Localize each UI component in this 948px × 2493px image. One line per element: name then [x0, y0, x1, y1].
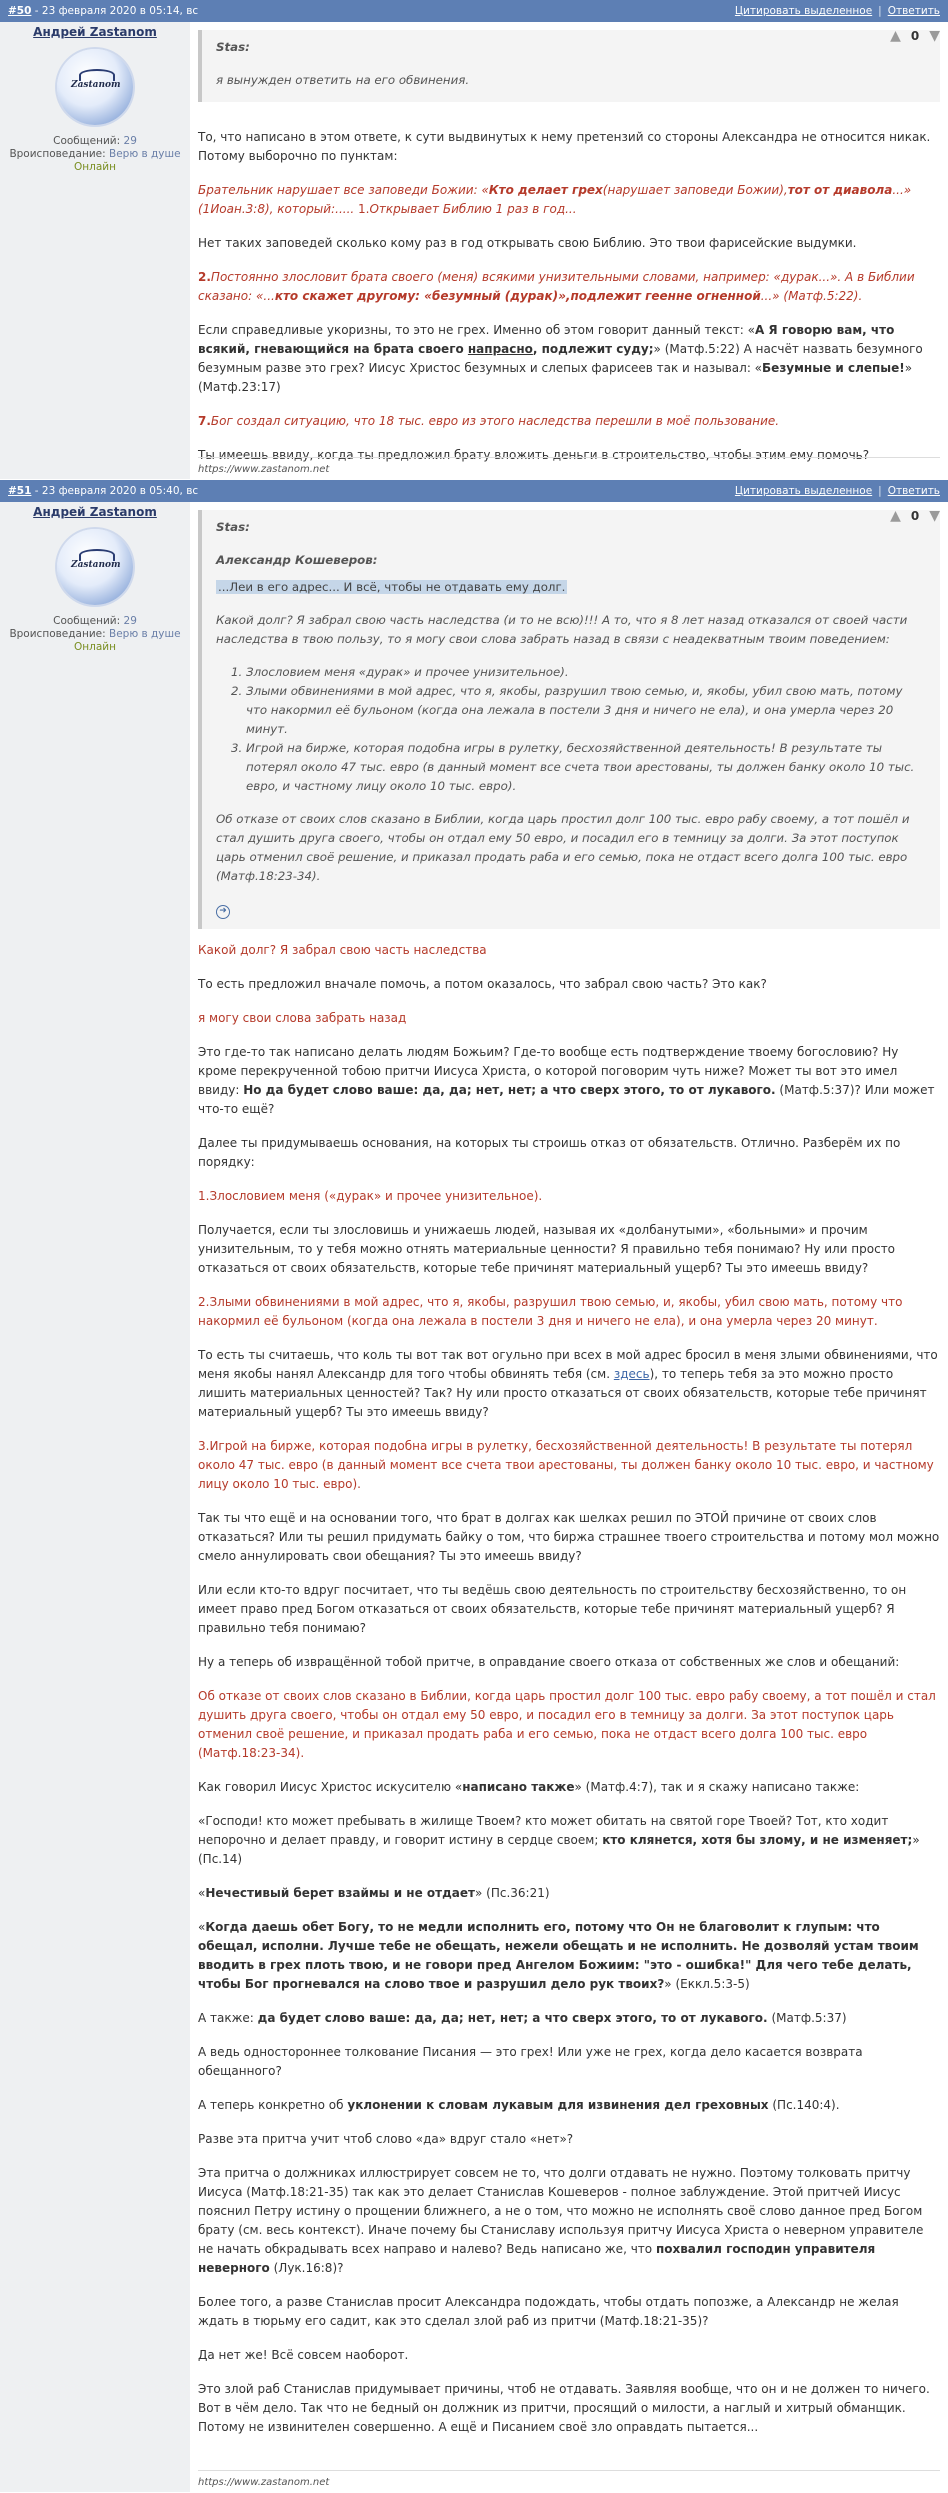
paragraph: Получается, если ты злословишь и унижаешь людей, называя их «долбанутыми», «больными» и прочим унизительным, то у тебя можно отнять материальные ценности? Я правильно тебя понимаю? Ну или просто отказаться от своих обязательств, которые тебе причинят материальный ущерб? Ты это имеешь ввиду? [198, 1223, 896, 1275]
here-link[interactable]: здесь [613, 1367, 650, 1381]
paragraph: Ну а теперь об извращённой тобой притче, в оправдание своего отказа от собственных же слов и обещаний: [198, 1655, 900, 1669]
thumb-up-icon[interactable]: ▲ [890, 28, 901, 44]
rating-tools [890, 28, 940, 44]
paragraph: 7.Бог создал ситуацию, что 18 тыс. евро из этого наследства перешли в моё пользование. [198, 414, 780, 428]
online-status: Онлайн [74, 641, 116, 653]
paragraph: 3.Игрой на бирже, которая подобна игры в рулетку, бесхозяйственной деятельность! В результате ты потерял около 47 тыс. евро (в данный момент все счета твои арестованы, ты должен банку около 10 тыс. евро, и частному лицу около 10 тыс. евро). [198, 1439, 934, 1491]
avatar[interactable] [57, 49, 133, 125]
quote-list [216, 663, 926, 796]
post-header [0, 480, 948, 502]
paragraph: Какой долг? Я забрал свою часть наследства [198, 943, 487, 957]
paragraph: Или если кто-то вдруг посчитает, что ты ведёшь свою деятельность по строительству бесхозяйственно, то он имеет право пред Богом отказаться от своих обязательств, которые тебе причинят материальный ущерб? Я правильно тебя понимаю? [198, 1583, 907, 1635]
forum-post [0, 0, 948, 480]
author-panel [0, 22, 190, 479]
quote-selected-link[interactable]: Цитировать выделенное [734, 485, 873, 497]
list-item: 3. Игрой на бирже, которая подобна игры в рулетку, бесхозяйственной деятельность! В результате ты потерял около 47 тыс. евро (в данный момент все счета твои арестованы, ты должен банку около 10 тыс. евро, и частному лицу около 10 тыс. евро). [246, 739, 926, 796]
messages-count: 29 [123, 135, 137, 147]
faith-label: Вроисповедание: [9, 148, 109, 160]
paragraph: Да нет же! Всё совсем наоборот. [198, 2348, 409, 2362]
post-content [190, 502, 948, 2492]
rating-count: 0 [910, 509, 920, 523]
faith-value: Верю в душе [108, 628, 181, 640]
paragraph: «Когда даешь обет Богу, то не медли исполнить его, потому что Он не благоволит к глупым: что обещал, исполни. Лучше тебе не обещать, нежели обещать и не исполнить. Не дозволяй устам твоим вводить в грех плоть твою, и не говори пред Ангелом Божиим: "это - ошибка!" Для чего тебе делать, чтобы Бог прогневался на слово твое и разрушил дело рук твоих?» (Еккл.5:3-5) [198, 1920, 919, 1991]
list-item: 1. Злословием меня «дурак» и прочее унизительное). [246, 663, 926, 682]
author-panel [0, 502, 190, 2492]
go-to-source-icon[interactable]: ➜ [216, 905, 230, 919]
signature: https://www.zastanom.net [198, 2470, 940, 2488]
avatar[interactable] [57, 529, 133, 605]
paragraph: Если справедливые укоризны, то это не грех. Именно об этом говорит данный текст: «А Я говорю вам, что всякий, гневающийся на брата своего напрасно, подлежит суду;» (Матф.5:22) А насчёт назвать безумного безумным разве это грех? Иисус Христос безумных и слепых фарисеев так и называл: «Безумные и слепые!» (Матф.23:17) [198, 323, 923, 394]
quote-selected-link[interactable]: Цитировать выделенное [734, 5, 873, 17]
paragraph: Эта притча о должниках иллюстрирует совсем не то, что долги отдавать не нужно. Поэтому толковать притчу Иисуса (Матф.18:21-35) так как это делает Станислав Кошеверов - полное заблуждение. Этой притчей Иисус пояснил Петру истину о прощении ближнего, а не о том, что можно не исполнять своё слово данное пред Богом брату (см. весь контекст). Иначе почему бы Станиславу используя притчу Иисуса Христа о неверном управителе не начать обкрадывать всех направо и налево? Ведь написано же, что похвалил господин управителя неверного (Лук.16:8)? [198, 2166, 924, 2275]
paragraph: Брательник нарушает все заповеди Божии: «Кто делает грех(нарушает заповеди Божии),тот от диавола...» (1Иоан.3:8), который:..... 1.Открывает Библию 1 раз в год... [198, 183, 912, 216]
paragraph: я могу свои слова забрать назад [198, 1011, 407, 1025]
rating-count: 0 [910, 29, 920, 43]
separator: | [878, 5, 882, 17]
post-number-link[interactable]: #51 [8, 485, 32, 497]
paragraph: Об отказе от своих слов сказано в Библии, когда царь простил долг 100 тыс. евро рабу своему, а тот пошёл и стал душить друга своего, чтобы он отдал ему 50 евро, и посадил его в темницу за долги. За этот поступок царь отменил своё решение, и приказал продать раба и его семью, пока не отдаст всего долга 100 тыс. евро (Матф.18:23-34). [198, 1689, 936, 1760]
paragraph: Это злой раб Станислав придумывает причины, чтоб не отдавать. Заявляя вообще, что он и не должен то ничего. Вот в чём дело. Так что не бедный он должник из притчи, просящий о милости, а наглый и хитрый обманщик. Потому не извинителен совершенно. А ещё и Писанием своё зло оправдать пытается... [198, 2382, 930, 2434]
quote-author: Stas: [216, 40, 250, 54]
messages-count: 29 [123, 615, 137, 627]
reply-link[interactable]: Ответить [887, 485, 940, 497]
avatar-logo: Zastanom [71, 559, 119, 575]
author-name[interactable]: Андрей Zastanom [33, 505, 157, 519]
paragraph: Это где-то так написано делать людям Божьим? Где-то вообще есть подтверждение твоему богословию? Ну кроме перекрученной тобою притчи Иисуса Христа, о которой поговорим чуть ниже? Может ты вот это имел ввиду: Но да будет слово ваше: да, да; нет, нет; а что сверх этого, то от лукавого. (Матф.5:37)? Или может что-то ещё? [198, 1045, 935, 1116]
paragraph: Нет таких заповедей сколько кому раз в год открывать свою Библию. Это твои фарисейские выдумки. [198, 236, 857, 250]
paragraph: 1.Злословием меня («дурак» и прочее унизительное). [198, 1189, 543, 1203]
faith-label: Вроисповедание: [9, 628, 109, 640]
quote-text: я вынужден ответить на его обвинения. [216, 73, 470, 87]
paragraph: Ты имеешь ввиду, когда ты предложил брату вложить деньги в строительство, чтобы этим ему помочь? [198, 448, 870, 462]
quote-block [198, 30, 940, 102]
quote-paragraph: Об отказе от своих слов сказано в Библии, когда царь простил долг 100 тыс. евро рабу своему, а тот пошёл и стал душить друга своего, чтобы он отдал ему 50 евро, и посадил его в темницу за долги. За этот поступок царь отменил своё решение, и приказал продать раба и его семью, пока не отдаст всего долга 100 тыс. евро (Матф.18:23-34). [216, 812, 910, 883]
thumb-down-icon[interactable]: ▼ [929, 28, 940, 44]
thumb-down-icon[interactable]: ▼ [929, 508, 940, 524]
inner-quote-author: Александр Кошеверов: [216, 553, 378, 567]
paragraph: То есть ты считаешь, что коль ты вот так вот огульно при всех в мой адрес бросил в меня злыми обвинениями, что меня якобы нанял Александр для того чтобы обвинять тебя (см. здесь), то теперь тебя за это можно просто лишить материальных ценностей? Так? Ну или просто отказаться от своих обязательств, которые тебе причинят материальный ущерб? Ты это имеешь ввиду? [198, 1348, 938, 1419]
quote-author: Stas: [216, 520, 250, 534]
paragraph: «Господи! кто может пребывать в жилище Твоем? кто может обитать на святой горе Твоей? Тот, кто ходит непорочно и делает правду, и говорит истину в сердце своем; кто клянется, хотя бы злому, и не изменяет;» (Пс.14) [198, 1814, 920, 1866]
reply-link[interactable]: Ответить [887, 5, 940, 17]
paragraph: Так ты что ещё и на основании того, что брат в долгах как шелках решил по ЭТОЙ причине от своих слов отказаться? Или ты решил придумать байку о том, что биржа страшнее твоего строительства и потому мол можно смело аннулировать свои обещания? Ты это имеешь ввиду? [198, 1511, 940, 1563]
paragraph: То есть предложил вначале помочь, а потом оказалось, что забрал свою часть? Это как? [198, 977, 767, 991]
messages-label: Сообщений: [53, 615, 124, 627]
paragraph: А также: да будет слово ваше: да, да; нет, нет; а что сверх этого, то от лукавого. (Матф.5:37) [198, 2011, 847, 2025]
rating-tools [890, 508, 940, 524]
paragraph: А теперь конкретно об уклонении к словам лукавым для извинения дел греховных (Пс.140:4). [198, 2098, 840, 2112]
post-body [198, 114, 940, 465]
post-content [190, 22, 948, 479]
paragraph: Более того, а разве Станислав просит Александра подождать, чтобы отдать попозже, а Александр не желая ждать в тюрьму его садит, как это сделал злой раб из притчи (Матф.18:21-35)? [198, 2295, 899, 2328]
paragraph: 2.Злыми обвинениями в мой адрес, что я, якобы, разрушил твою семью, и, якобы, убил свою мать, потому что накормил её бульоном (когда она лежала в постели 3 дня и ничего не ела), и она умерла через 20 минут. [198, 1295, 903, 1328]
online-status: Онлайн [74, 161, 116, 173]
post-header [0, 0, 948, 22]
avatar-logo: Zastanom [71, 79, 119, 95]
paragraph: Как говорил Иисус Христос искусителю «написано также» (Матф.4:7), так и я скажу написано также: [198, 1780, 860, 1794]
paragraph: Далее ты придумываешь основания, на которых ты строишь отказ от обязательств. Отлично. Разберём их по порядку: [198, 1136, 901, 1169]
separator: | [878, 485, 882, 497]
post-date: - 23 февраля 2020 в 05:14, вс [31, 5, 199, 17]
inner-quote-text: ...Леи в его адрес... И всё, чтобы не отдавать ему долг. [218, 580, 566, 594]
paragraph: «Нечестивый берет взаймы и не отдает» (Пс.36:21) [198, 1886, 550, 1900]
faith-value: Верю в душе [108, 148, 181, 160]
author-name[interactable]: Андрей Zastanom [33, 25, 157, 39]
paragraph: А ведь одностороннее толкование Писания — это грех! Или уже не грех, когда дело касается возврата обещанного? [198, 2045, 863, 2078]
paragraph: 2.Постоянно злословит брата своего (меня) всякими унизительными словами, например: «дурак...». А в Библии сказано: «...кто скажет другому: «безумный (дурак)»,подлежит геенне огненной...» (Матф.5:22). [198, 270, 915, 303]
post-body [198, 941, 940, 2437]
paragraph: Разве эта притча учит чтоб слово «да» вдруг стало «нет»? [198, 2132, 574, 2146]
quote-block [198, 510, 940, 929]
post-number-link[interactable]: #50 [8, 5, 32, 17]
list-item: 2. Злыми обвинениями в мой адрес, что я, якобы, разрушил твою семью, и, якобы, убил свою мать, потому что накормил её бульоном (когда она лежала в постели 3 дня и ничего не ела), и она умерла через 20 минут. [246, 682, 926, 739]
post-date: - 23 февраля 2020 в 05:40, вс [31, 485, 199, 497]
paragraph: То, что написано в этом ответе, к сути выдвинутых к нему претензий со стороны Александра не относится никак. Потому выборочно по пунктам: [198, 130, 931, 163]
thumb-up-icon[interactable]: ▲ [890, 508, 901, 524]
signature: https://www.zastanom.net [198, 457, 940, 475]
forum-post [0, 480, 948, 2493]
quote-paragraph: Какой долг? Я забрал свою часть наследства (и то не всю)!!! А то, что я 8 лет назад отказался от своей части наследства в твою пользу, то я могу свои слова забрать назад в связи с неадекватным твоим поведением: [216, 613, 908, 646]
messages-label: Сообщений: [53, 135, 124, 147]
